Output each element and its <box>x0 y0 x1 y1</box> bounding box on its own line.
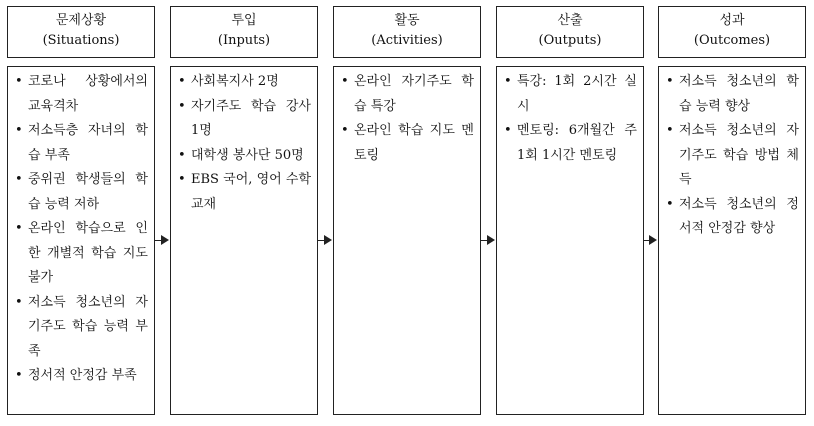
header-title-en: (Outputs) <box>538 33 602 48</box>
header-title-ko: 활동 <box>394 13 420 28</box>
header-title-ko: 투입 <box>231 13 257 28</box>
list-item: • 멘토링: 6개월간 주 1회 1시간 멘토링 <box>503 119 637 168</box>
column-header <box>658 6 806 58</box>
column-header <box>333 6 481 58</box>
column-body <box>333 66 481 415</box>
column-inputs <box>170 6 318 415</box>
column-body <box>658 66 806 415</box>
header-title-en: (Situations) <box>42 33 120 48</box>
list-item: • 코로나 상황에서의 교육격차 <box>14 70 148 119</box>
divider <box>805 340 806 358</box>
arrow-right-icon <box>481 240 493 241</box>
column-header <box>496 6 644 58</box>
list-item: • 대학생 봉사단 50명 <box>177 144 311 169</box>
arrow-right-icon <box>644 240 655 241</box>
column-outcomes <box>658 6 806 415</box>
list-item: • 저소득 청소년의 자기주도 학습 능력 부족 <box>14 291 148 365</box>
arrow-right-icon <box>318 240 330 241</box>
header-title-ko: 성과 <box>719 13 745 28</box>
column-body <box>496 66 644 415</box>
header-title-ko: 문제상황 <box>55 13 107 28</box>
list-item: • 사회복지사 2명 <box>177 70 311 95</box>
list-item: • 온라인 자기주도 학습 특강 <box>340 70 474 119</box>
header-title-en: (Inputs) <box>217 33 271 48</box>
list-item: • 정서적 안정감 부족 <box>14 364 148 389</box>
column-outputs <box>496 6 644 415</box>
list-item: • 저소득 청소년의 자기주도 학습 방법 체득 <box>665 119 799 193</box>
header-title-en: (Activities) <box>371 33 443 48</box>
column-header <box>170 6 318 58</box>
arrow-right-icon <box>155 240 167 241</box>
list-item: • 온라인 학습으로 인한 개별적 학습 지도 불가 <box>14 217 148 291</box>
list-item: • 저소득층 자녀의 학습 부족 <box>14 119 148 168</box>
header-title-en: (Outcomes) <box>693 33 771 48</box>
list-item: • 중위권 학생들의 학습 능력 저하 <box>14 168 148 217</box>
list-item: • 온라인 학습 지도 멘토링 <box>340 119 474 168</box>
column-situations <box>7 6 155 415</box>
list-item: • 특강: 1회 2시간 실시 <box>503 70 637 119</box>
list-item: • 저소득 청소년의 학습 능력 향상 <box>665 70 799 119</box>
list-item: • 자기주도 학습 강사 1명 <box>177 95 311 144</box>
list-item: • EBS 국어, 영어 수학 교재 <box>177 168 311 217</box>
list-item: • 저소득 청소년의 정서적 안정감 향상 <box>665 193 799 242</box>
header-title-ko: 산출 <box>557 13 583 28</box>
column-activities <box>333 6 481 415</box>
column-body <box>7 66 155 415</box>
column-header <box>7 6 155 58</box>
column-body <box>170 66 318 415</box>
